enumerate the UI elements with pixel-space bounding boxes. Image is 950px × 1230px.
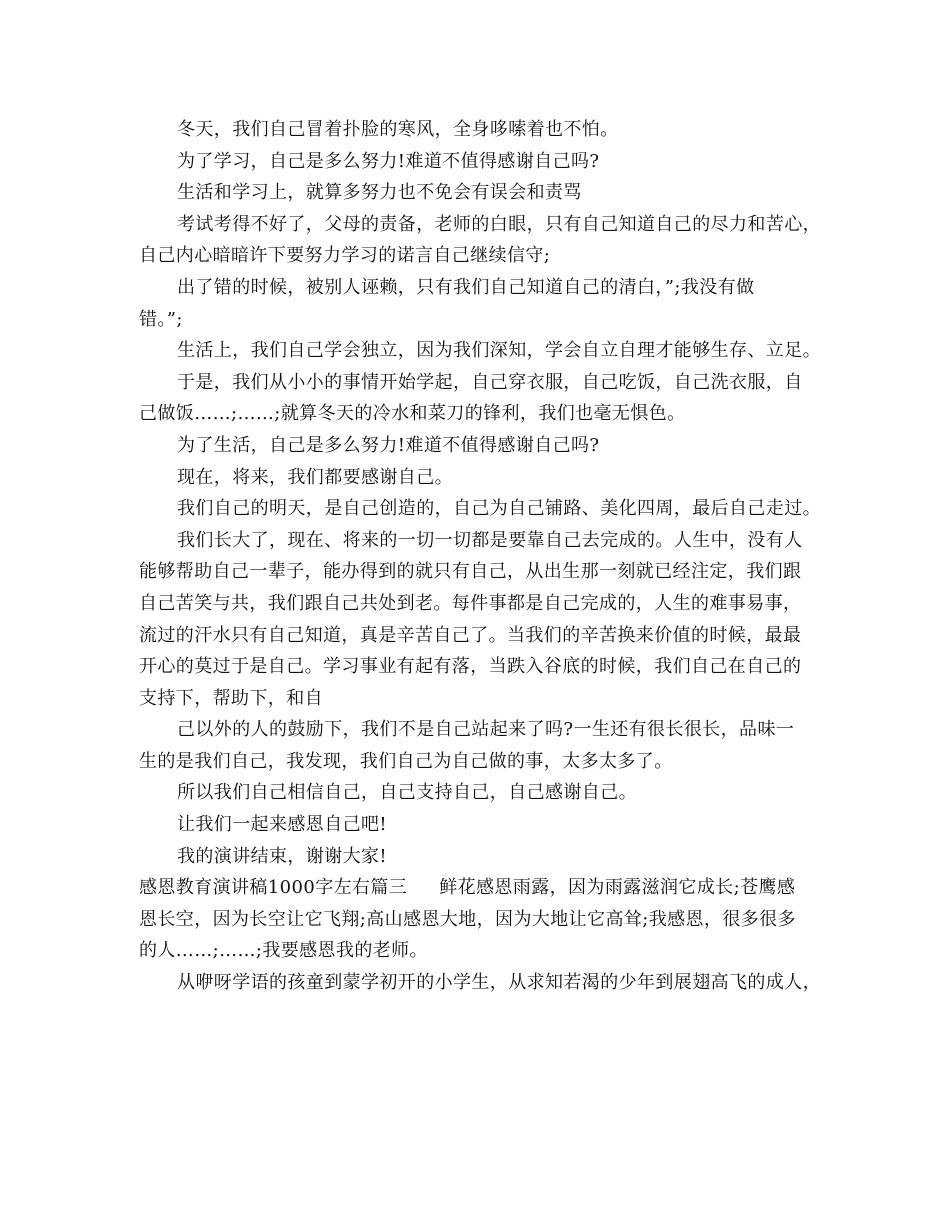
section-heading: 感恩教育演讲稿1000字左右篇三 (139, 877, 408, 899)
text-line: 鲜花感恩雨露，因为雨露滋润它成长;苍鹰感 (439, 877, 796, 899)
text-line: 错。”; (139, 308, 183, 330)
text-line: 恩长空，因为长空让它飞翔;高山感恩大地，因为大地让它高耸;我感恩，很多很多 (139, 908, 796, 930)
text-line: 生活上，我们自己学会独立，因为我们深知，学会自立自理才能够生存、立足。 (177, 340, 821, 362)
text-line: 的人……;……;我要感恩我的老师。 (139, 940, 428, 962)
text-line: 所以我们自己相信自己，自己支持自己，自己感谢自己。 (177, 782, 637, 804)
text-line: 我的演讲结束，谢谢大家! (177, 845, 388, 867)
text-line: 我们自己的明天，是自己创造的，自己为自己铺路、美化四周，最后自己走过。 (177, 498, 821, 520)
text-line: 为了学习，自己是多么努力!难道不值得感谢自己吗? (177, 150, 600, 172)
text-line: 现在，将来，我们都要感谢自己。 (177, 466, 453, 488)
text-line: 开心的莫过于是自己。学习事业有起有落，当跌入谷底的时候，我们自己在自己的 (139, 656, 802, 678)
text-line: 生活和学习上，就算多努力也不免会有误会和责骂 (177, 182, 582, 204)
text-line: 支持下，帮助下，和自 (139, 687, 323, 709)
text-line: 为了生活，自己是多么努力!难道不值得感谢自己吗? (177, 434, 600, 456)
text-line: 己以外的人的鼓励下，我们不是自己站起来了吗?一生还有很长很长，品味一 (177, 719, 795, 741)
text-line: 能够帮助自己一辈子，能办得到的就只有自己，从出生那一刻就已经注定，我们跟 (139, 561, 802, 583)
text-line: 己做饭……;……;就算冬天的冷水和菜刀的锋利，我们也毫无惧色。 (139, 403, 686, 425)
text-line: 自己苦笑与共，我们跟自己共处到老。每件事都是自己完成的，人生的难事易事， (139, 592, 802, 614)
text-line: 自己内心暗暗许下要努力学习的诺言自己继续信守; (139, 245, 551, 267)
text-line: 流过的汗水只有自己知道，真是辛苦自己了。当我们的辛苦换来价值的时候，最最 (139, 624, 802, 646)
text-line: 于是，我们从小小的事情开始学起，自己穿衣服，自己吃饭，自己洗衣服，自 (177, 371, 803, 393)
text-line: 从咿呀学语的孩童到蒙学初开的小学生，从求知若渴的少年到展翅高飞的成人， (177, 972, 821, 994)
heading-line (139, 872, 829, 904)
text-line: 出了错的时候，被别人诬赖，只有我们自己知道自己的清白，”;我没有做 (177, 276, 755, 298)
document-body (139, 114, 829, 999)
text-line: 生的是我们自己，我发现，我们自己为自己做的事，太多太多了。 (139, 750, 673, 772)
text-line: 冬天，我们自己冒着扑脸的寒风，全身哆嗦着也不怕。 (177, 119, 619, 140)
text-line: 我们长大了，现在、将来的一切一切都是要靠自己去完成的。人生中，没有人 (177, 529, 803, 551)
text-line: 考试考得不好了，父母的责备，老师的白眼，只有自己知道自己的尽力和苦心， (177, 213, 821, 235)
text-line: 让我们一起来感恩自己吧! (177, 814, 388, 836)
